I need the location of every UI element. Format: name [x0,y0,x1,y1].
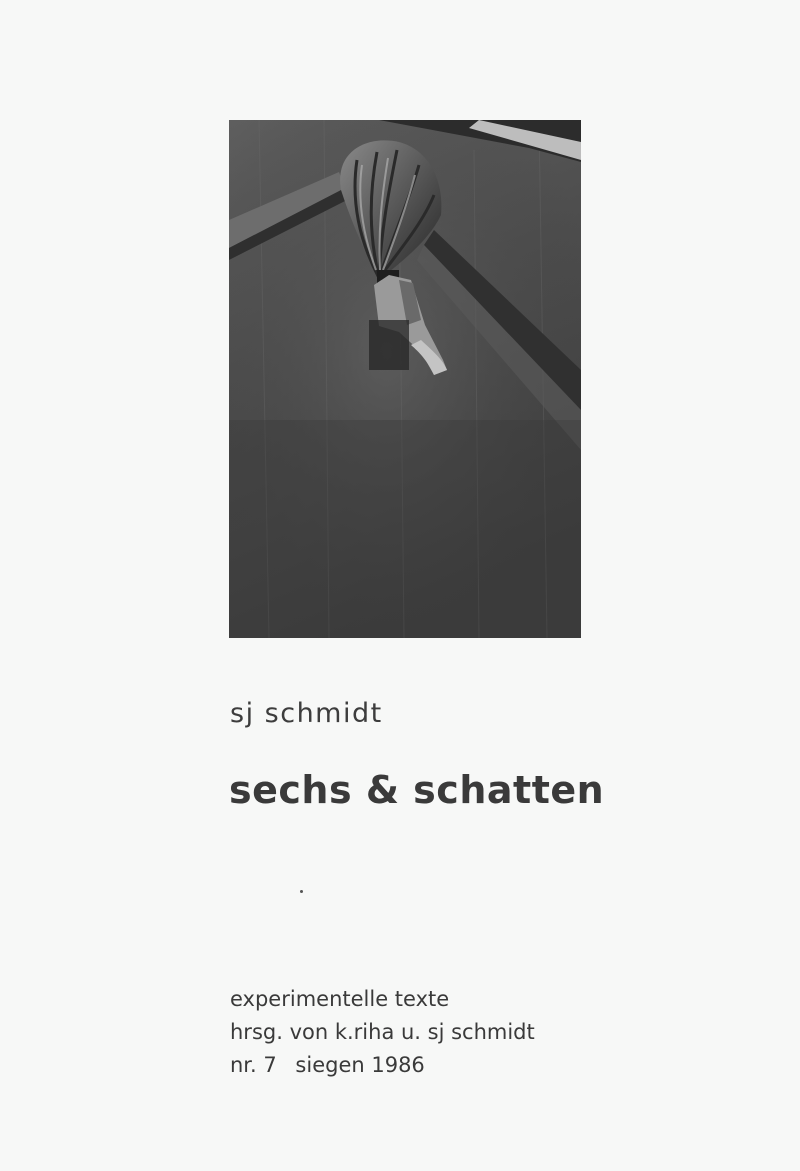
series-name: experimentelle texte [230,987,450,1011]
series-editors: hrsg. von k.riha u. sj schmidt [230,1020,535,1044]
issue-number: nr. 7 [230,1053,277,1077]
place-and-year: siegen 1986 [295,1053,425,1077]
book-title: sechs & schatten [229,768,605,812]
shell-console-photo-icon [229,120,581,638]
series-issue-line [230,1049,535,1082]
series-info [230,983,535,1082]
cover-photo [229,120,581,638]
print-speck [300,890,303,893]
author-name: sj schmidt [230,698,383,729]
